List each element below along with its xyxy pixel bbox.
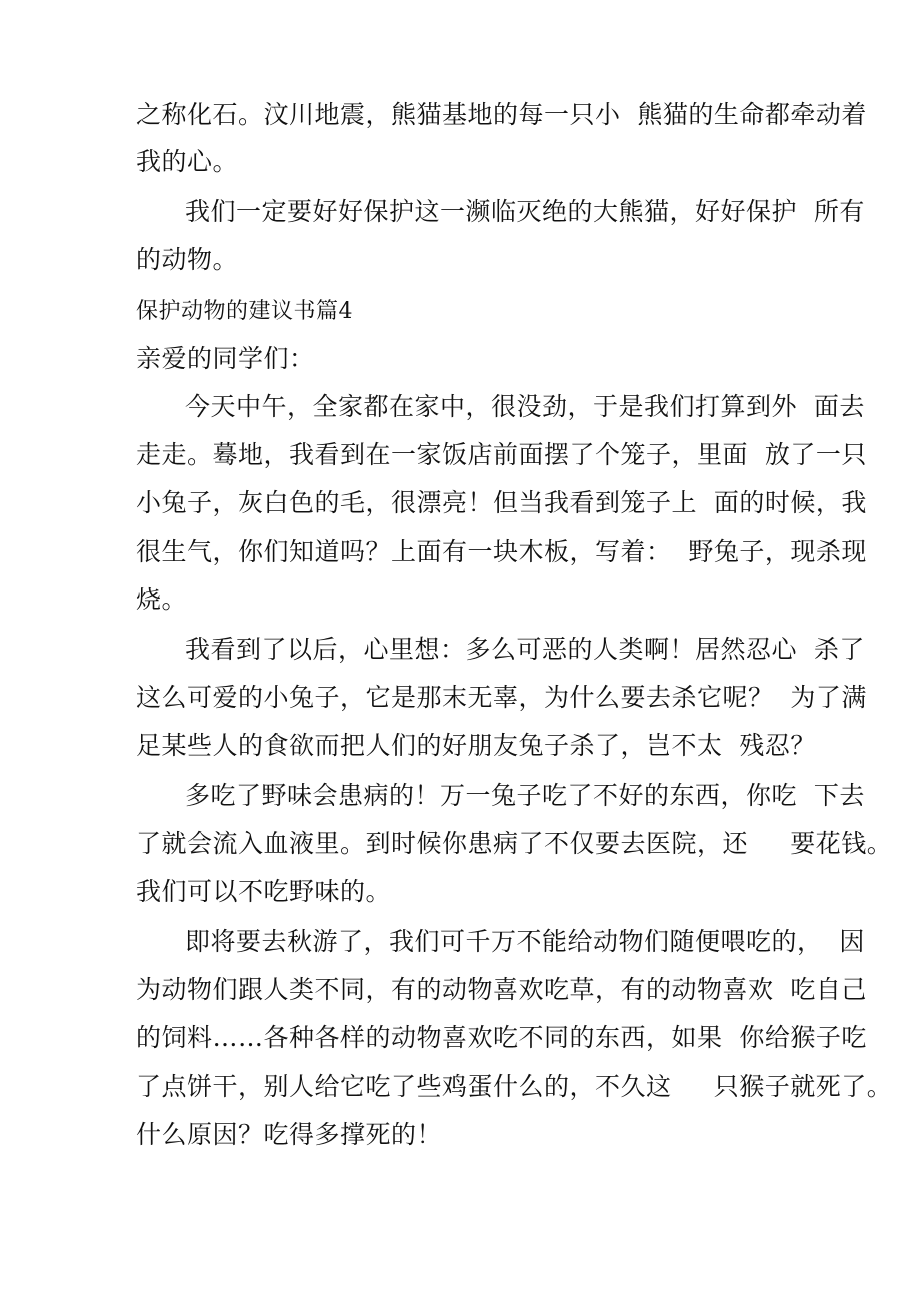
text-line: 的动物。 [136, 245, 239, 274]
salutation: 亲爱的同学们： [136, 344, 315, 373]
text-line: 走走。蓦地，我看到在一家饭店前面摆了个笼子，里面 放了一只 [136, 440, 867, 469]
text-line: 足某些人的食欲而把人们的好朋友兔子杀了，岂不太 残忍？ [136, 731, 816, 760]
text-line: 我的心。 [136, 147, 239, 176]
text-line: 为动物们跟人类不同，有的动物喜欢吃草，有的动物喜欢 吃自己 [136, 975, 867, 1004]
text-line: 很生气，你们知道吗？上面有一块木板，写着： 野兔子，现杀现 [136, 537, 867, 566]
text-line: 烧。 [136, 585, 188, 614]
text-line: 之称化石。汶川地震，熊猫基地的每一只小 熊猫的生命都牵动着 [136, 100, 867, 129]
paragraph-first-line: 即将要去秋游了，我们可千万不能给动物们随便喂吃的， 因 [185, 927, 865, 956]
text-line: 什么原因？吃得多撑死的！ [136, 1120, 443, 1149]
text-line: 了就会流入血液里。到时候你患病了不仅要去医院，还 要花钱。 [136, 829, 893, 858]
paragraph-first-line: 今天中午，全家都在家中，很没劲，于是我们打算到外 面去 [185, 392, 865, 421]
paragraph-first-line: 我们一定要好好保护这一濒临灭绝的大熊猫，好好保护 所有 [185, 197, 865, 226]
text-line: 这么可爱的小兔子，它是那末无辜，为什么要去杀它呢？ 为了满 [136, 683, 867, 712]
section-heading: 保护动物的建议书篇4 [136, 299, 353, 324]
paragraph-first-line: 多吃了野味会患病的！万一兔子吃了不好的东西，你吃 下去 [185, 781, 865, 810]
text-line: 我们可以不吃野味的。 [136, 877, 392, 906]
text-line: 的饲料……各种各样的动物喜欢吃不同的东西，如果 你给猴子吃 [136, 1023, 867, 1052]
paragraph-first-line: 我看到了以后，心里想：多么可恶的人类啊！居然忍心 杀了 [185, 635, 865, 664]
text-line: 小兔子，灰白色的毛，很漂亮！但当我看到笼子上 面的时候，我 [136, 488, 867, 517]
text-line: 了点饼干，别人给它吃了些鸡蛋什么的，不久这 只猴子就死了。 [136, 1072, 893, 1101]
